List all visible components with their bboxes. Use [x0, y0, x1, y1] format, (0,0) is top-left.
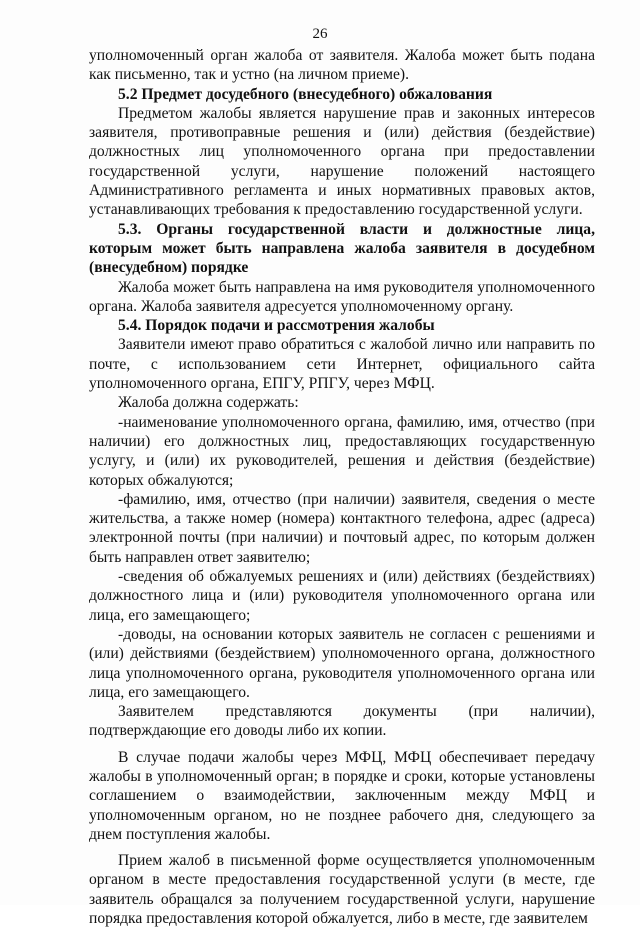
list-item-appealed-decisions: -сведения об обжалуемых решениях и (или) действиях (бездействиях) должностного лица и (или) руководителя уполномоченного органа или лица, его замещающего;	[89, 568, 595, 624]
heading-5-3: 5.3. Органы государственной власти и должностные лица, которым может быть направлена жалоба заявителя в досудебном (внесудебном) порядке	[89, 220, 595, 277]
list-item-applicant-details: -фамилию, имя, отчество (при наличии) заявителя, сведения о месте жительства, а также номер (номера) контактного телефона, адрес (адреса) электронной почты (при наличии) и почтовый адрес, по которым должен быть направлен ответ заявителю;	[89, 490, 595, 566]
paragraph-submission-channels: Заявители имеют право обратиться с жалобой лично или направить по почте, с использованием сети Интернет, официального сайта уполномоченного органа, ЕПГУ, РПГУ, через МФЦ.	[89, 336, 595, 393]
document-body	[89, 46, 595, 928]
heading-5-4: 5.4. Порядок подачи и рассмотрения жалобы	[118, 317, 435, 335]
paragraph-complaint-subject: Предметом жалобы является нарушение прав и законных интересов заявителя, противоправные решения и (или) действия (бездействие) должностных лиц уполномоченного органа при предоставлении государственной услуги, нарушение положений настоящего Административного регламента и иных нормативных правовых актов, устанавливающих требования к предоставлению государственной услуги.	[89, 104, 595, 219]
paragraph-complaint-form: уполномоченный орган жалоба от заявителя. Жалоба может быть подана как письменно, так и устно (на личном приеме).	[89, 47, 595, 84]
paragraph-complaint-addressee: Жалоба может быть направлена на имя руководителя уполномоченного органа. Жалоба заявителя адресуется уполномоченному органу.	[89, 278, 595, 315]
paragraph-mfc-submission: В случае подачи жалобы через МФЦ, МФЦ обеспечивает передачу жалобы в уполномоченный орган; в порядке и сроки, которые установлены соглашением о взаимодействии, заключенным между МФЦ и уполномоченным органом, но не позднее рабочего дня, следующего за днем поступления жалобы.	[89, 748, 595, 843]
list-item-authority-name: -наименование уполномоченного органа, фамилию, имя, отчество (при наличии) его должностных лиц, предоставляющих государственную услугу, и (или) их руководителей, решения и действия (бездействие) которых обжалуются;	[89, 413, 595, 489]
paragraph-written-complaints: Прием жалоб в письменной форме осуществляется уполномоченным органом в месте предоставления государственной услуги (в месте, где заявитель обращался за получением государственной услуги, нарушение порядка предоставления которой обжалуется, либо в месте, где заявителем	[89, 852, 595, 928]
list-item-arguments: -доводы, на основании которых заявитель не согласен с решениями и (или) действиями (бездействием) уполномоченного органа, должностного лица уполномоченного органа, руководителя уполномоченного органа или лица, его замещающего.	[89, 625, 595, 701]
paragraph-complaint-contents-intro: Жалоба должна содержать:	[118, 394, 299, 412]
heading-5-2: 5.2 Предмет досудебного (внесудебного) обжалования	[118, 85, 493, 103]
paragraph-supporting-documents: Заявителем представляются документы (при наличии), подтверждающие его доводы либо их копии.	[89, 703, 595, 740]
page-number: 26	[312, 26, 328, 42]
